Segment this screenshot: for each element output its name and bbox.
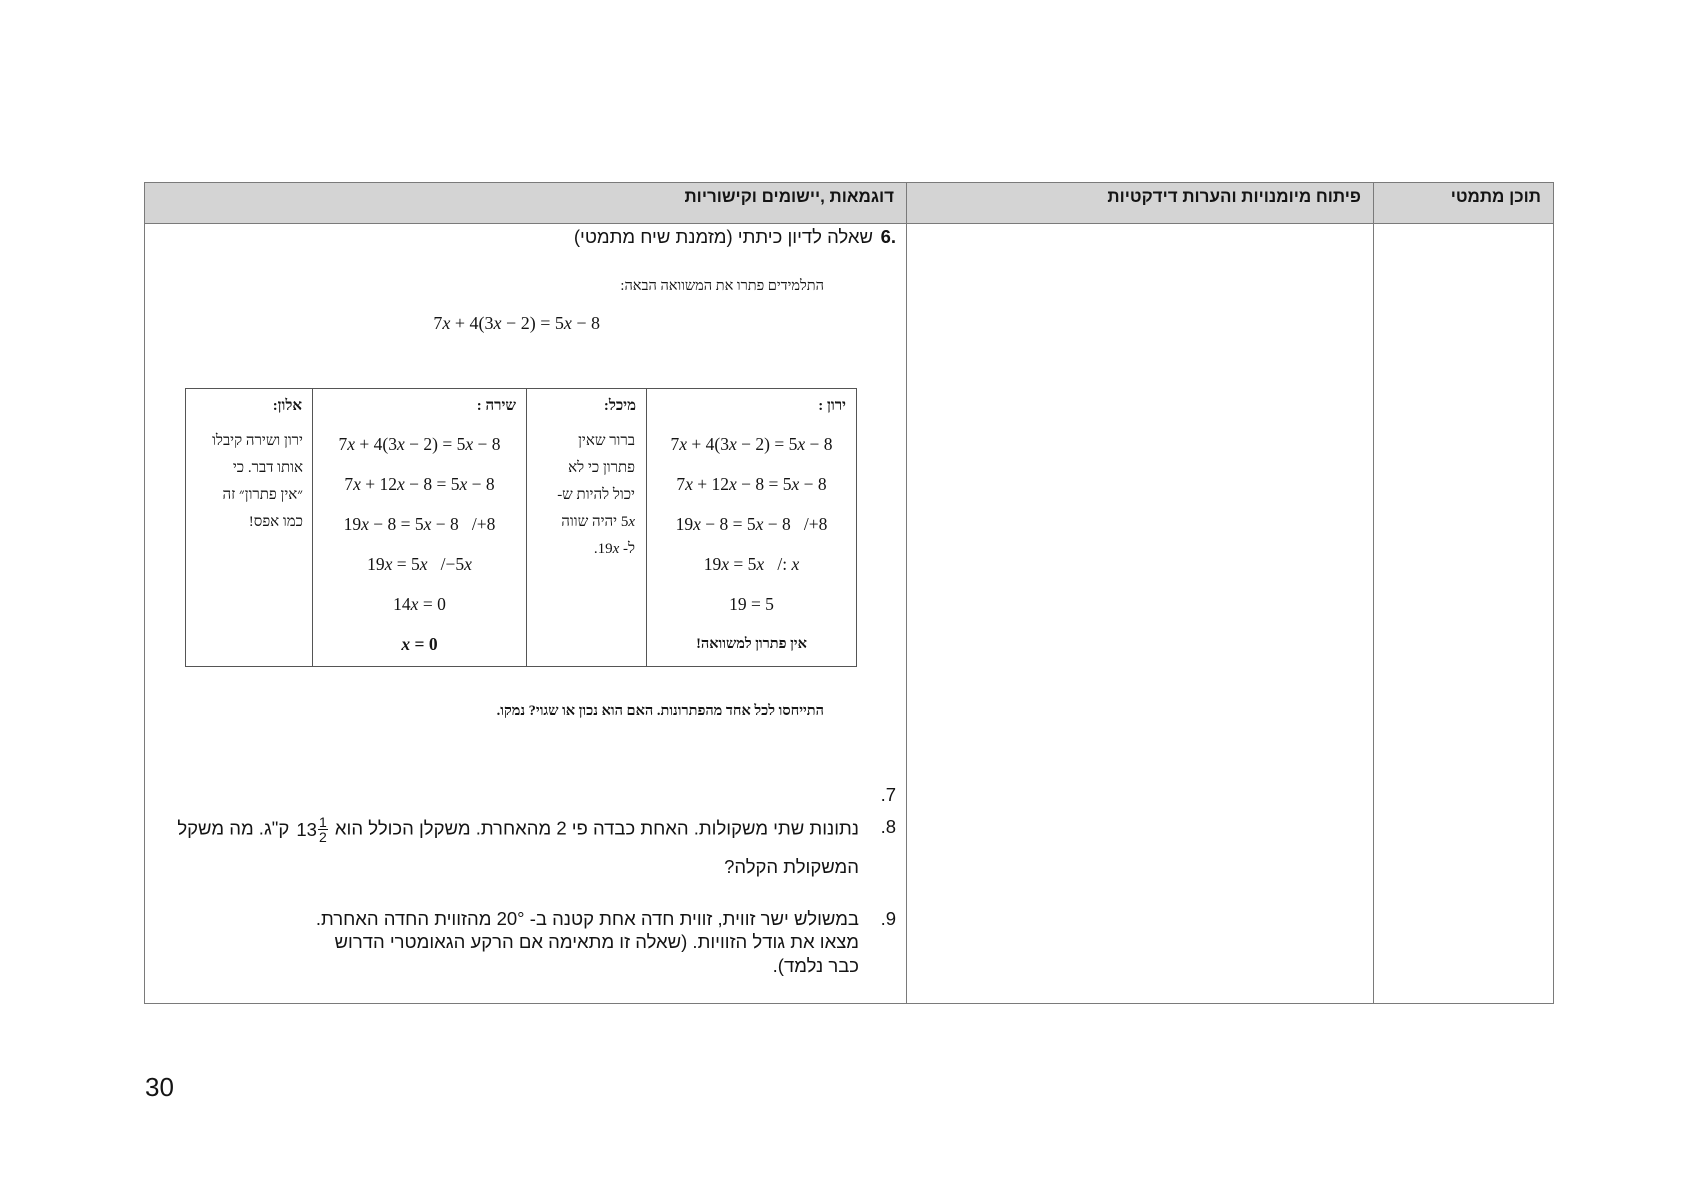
header-skills-notes: פיתוח מיומנויות והערות דידקטיות: [1107, 187, 1361, 206]
equation-step: 19x = 5x /−5x: [367, 554, 472, 574]
explanation-line: יכול להיות ש-: [557, 487, 635, 503]
header-examples: דוגמאות ,יישומים וקישוריות: [684, 187, 894, 206]
mixed-number-whole: 13: [296, 818, 317, 840]
explanation-line: ירון ושירה קיבלו: [212, 433, 303, 449]
curriculum-table: [144, 182, 1554, 1004]
question-number: 7.: [880, 784, 896, 805]
student-name: אלון:: [272, 398, 302, 414]
student-explanation: [190, 428, 303, 536]
equation-step: 19x = 5x /: x: [703, 554, 800, 574]
question-instruction: התייחסו לכל אחד מהפתרונות. האם הוא נכון או שגוי? נמקו.: [496, 703, 824, 719]
header-math-content: תוכן מתמטי: [1450, 187, 1541, 206]
question-text-line: כבר נלמד).: [772, 955, 859, 976]
explanation-line: ל- 19x.: [593, 541, 635, 557]
fraction-denominator: 2: [318, 829, 327, 845]
equation-step: 7x + 4(3x − 2) = 5x − 8: [670, 434, 833, 454]
solution-column-yaron: [646, 389, 856, 666]
solutions-table: [185, 388, 857, 667]
solution-steps: [313, 424, 526, 664]
student-explanation: [531, 428, 635, 563]
explanation-line: כמו אפס!: [248, 514, 303, 530]
mixed-number: [296, 815, 327, 844]
question-text-line: מצאו את גודל הזוויות. (שאלה זו מתאימה אם הרקע הגאומטרי הדרוש: [334, 931, 859, 952]
explanation-line: ברור שאין: [578, 433, 635, 449]
main-equation: 7x + 4(3x − 2) = 5x − 8: [433, 313, 600, 333]
question-number: 6.: [880, 226, 896, 247]
question-number: 9.: [880, 908, 896, 929]
equation-step: 19x − 8 = 5x − 8 /+8: [343, 514, 496, 534]
skills-notes-cell: [906, 223, 1373, 1003]
equation-step: 7x + 12x − 8 = 5x − 8: [676, 474, 827, 494]
solution-result: x = 0: [401, 634, 438, 654]
equation-step: 19 = 5: [729, 594, 774, 614]
solution-column-alon: [186, 389, 312, 666]
solution-column-michal: [526, 389, 646, 666]
solution-conclusion: אין פתרון למשוואה!: [696, 636, 807, 652]
equation-step: 19x − 8 = 5x − 8 /+8: [675, 514, 828, 534]
explanation-line: 5x יהיה שווה: [561, 514, 635, 530]
question-text: ק"ג. מה משקל: [177, 817, 290, 839]
student-name: שירה :: [476, 398, 516, 414]
solution-column-shira: [312, 389, 526, 666]
question-title: שאלה לדיון כיתתי (מזמנת שיח מתמטי): [573, 226, 873, 247]
math-content-cell: [1373, 223, 1553, 1003]
question-text-line: [316, 907, 859, 931]
solution-steps: [647, 424, 856, 664]
question-text: מהזווית החדה האחרת.: [315, 908, 492, 929]
examples-cell: [145, 223, 906, 1003]
question-text-line: המשקולת הקלה?: [724, 856, 859, 877]
question-number: 8.: [880, 816, 896, 837]
fraction-numerator: 1: [318, 814, 327, 830]
question-intro: התלמידים פתרו את המשוואה הבאה:: [620, 278, 824, 294]
explanation-line: פתרון כי לא: [568, 460, 635, 476]
equation-step: 7x + 12x − 8 = 5x − 8: [344, 474, 495, 494]
fraction: [318, 815, 328, 844]
question-text: נתונות שתי משקולות. האחת כבדה פי 2 מהאחרת. משקלן הכולל הוא: [334, 817, 859, 839]
angle-value: 20°: [496, 908, 525, 929]
page-number: 30: [145, 1072, 174, 1102]
explanation-line: אותו דבר. כי: [232, 460, 303, 476]
explanation-line: ״אין פתרון״ זה: [222, 487, 303, 503]
question-text-line: [177, 815, 859, 844]
student-name: ירון :: [818, 398, 846, 414]
question-text: במשולש ישר זווית, זווית חדה אחת קטנה ב-: [529, 908, 859, 929]
equation-step: 7x + 4(3x − 2) = 5x − 8: [338, 434, 501, 454]
equation-step: 14x = 0: [393, 594, 446, 614]
student-name: מיכל:: [603, 398, 636, 414]
